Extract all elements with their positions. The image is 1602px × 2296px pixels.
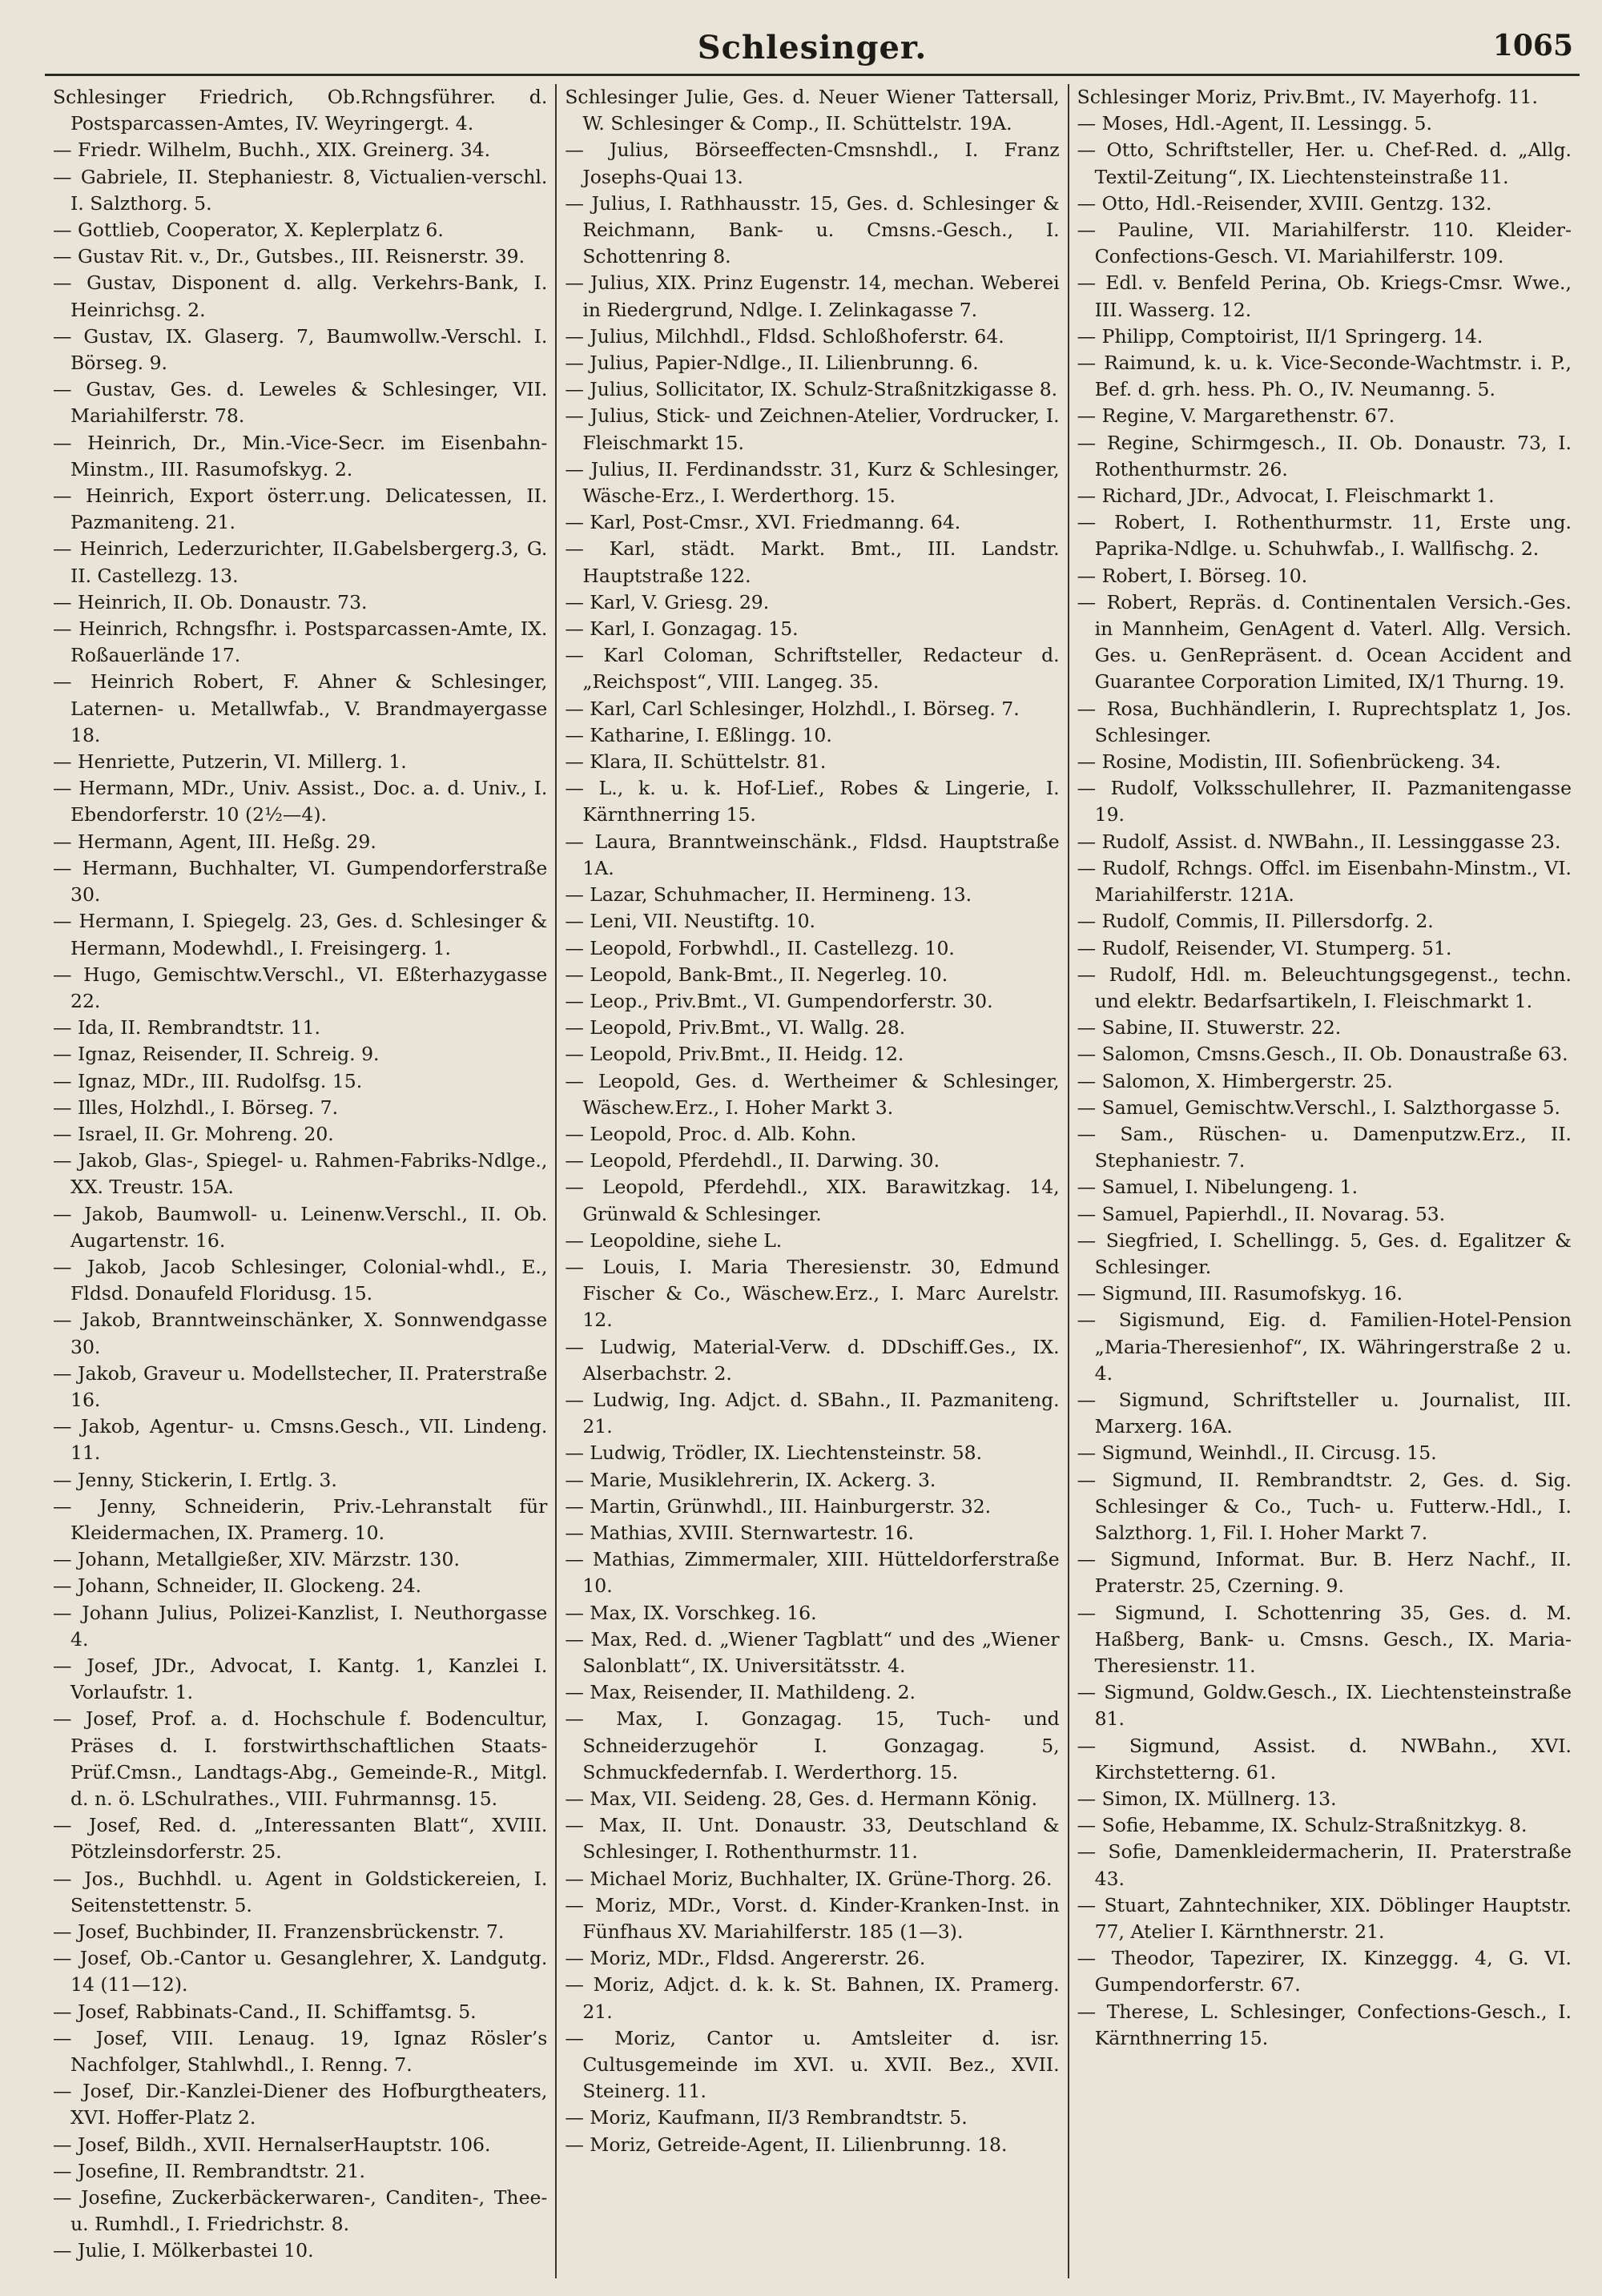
directory-entry: — Max, II. Unt. Donaustr. 33, Deutschland & Schlesinger, I. Rothenthurmstr. 11. [565, 1814, 1060, 1864]
directory-entry: — Heinrich, Rchngsfhr. i. Postsparcassen-Amte, IX. Roßauerlände 17. [53, 617, 548, 667]
directory-entry: — Ludwig, Material-Verw. d. DDschiff.Ges., IX. Alserbachstr. 2. [565, 1335, 1060, 1385]
directory-entry: — Julius, Sollicitator, IX. Schulz-Straßnitzkigasse 8. [565, 378, 1058, 401]
directory-entry: — Robert, I. Börseg. 10. [1077, 564, 1308, 587]
directory-entry: — Leopold, Pferdehdl., II. Darwing. 30. [565, 1149, 940, 1172]
directory-entry: — Jenny, Stickerin, I. Ertlg. 3. [53, 1468, 337, 1491]
directory-entry: — Karl, Post-Cmsr., XVI. Friedmanng. 64. [565, 511, 961, 534]
directory-entry: — Marie, Musiklehrerin, IX. Ackerg. 3. [565, 1468, 936, 1491]
directory-entry: — Jakob, Graveur u. Modellstecher, II. Praterstraße 16. [53, 1361, 548, 1411]
directory-entry: — Leni, VII. Neustiftg. 10. [565, 910, 815, 933]
directory-entry: — Leopold, Pferdehdl., XIX. Barawitzkag. 14, Grünwald & Schlesinger. [565, 1176, 1060, 1225]
directory-entry: — Laura, Branntweinschänk., Fldsd. Hauptstraße 1A. [565, 830, 1060, 879]
directory-entry: — Sigmund, Informat. Bur. B. Herz Nachf., II. Praterstr. 25, Czerning. 9. [1077, 1548, 1572, 1598]
directory-entry: — Julius, XIX. Prinz Eugenstr. 14, mechan. Weberei in Riedergrund, Ndlge. I. Zelinkagasse 7. [565, 271, 1060, 321]
directory-entry: — Josefine, II. Rembrandtstr. 21. [53, 2159, 365, 2182]
directory-entry: — Jakob, Agentur- u. Cmsns.Gesch., VII. Lindeng. 11. [53, 1415, 548, 1465]
directory-entry: — Hermann, Agent, III. Heßg. 29. [53, 830, 376, 853]
directory-entry: — Gabriele, II. Stephaniestr. 8, Victualien-verschl. I. Salzthorg. 5. [53, 165, 548, 215]
directory-entry: — Josef, Bildh., XVII. HernalserHauptstr. 106. [53, 2133, 491, 2156]
directory-entry: — Lazar, Schuhmacher, II. Hermineng. 13. [565, 883, 972, 907]
directory-entry: — Max, VII. Seideng. 28, Ges. d. Hermann König. [565, 1787, 1038, 1810]
directory-entry: — Jenny, Schneiderin, Priv.-Lehranstalt für Kleidermachen, IX. Pramerg. 10. [53, 1494, 548, 1544]
page-number: 1065 [1492, 29, 1573, 62]
directory-entry: — Regine, V. Margarethenstr. 67. [1077, 404, 1395, 428]
directory-entry: — Pauline, VII. Mariahilferstr. 110. Kleider-Confections-Gesch. VI. Mariahilferstr. 109. [1077, 219, 1572, 268]
entry-columns [45, 84, 1580, 2278]
directory-entry: — Regine, Schirmgesch., II. Ob. Donaustr. 73, I. Rothenthurmstr. 26. [1077, 431, 1572, 481]
directory-entry: — Josef, JDr., Advocat, I. Kantg. 1, Kanzlei I. Vorlaufstr. 1. [53, 1654, 548, 1704]
directory-entry: — Ida, II. Rembrandtstr. 11. [53, 1016, 321, 1039]
directory-entry: — Friedr. Wilhelm, Buchh., XIX. Greinerg. 34. [53, 139, 491, 162]
directory-entry: — Gustav, Disponent d. allg. Verkehrs-Bank, I. Heinrichsg. 2. [53, 271, 548, 321]
directory-entry: — Katharine, I. Eßlingg. 10. [565, 723, 832, 746]
directory-entry: — Ludwig, Ing. Adjct. d. SBahn., II. Pazmaniteng. 21. [565, 1388, 1060, 1438]
directory-entry: — Leopold, Proc. d. Alb. Kohn. [565, 1122, 857, 1145]
directory-entry: — Rudolf, Hdl. m. Beleuchtungsgegenst., techn. und elektr. Bedarfsartikeln, I. Fleischmarkt 1. [1077, 963, 1572, 1012]
directory-entry: — Mathias, Zimmermaler, XIII. Hütteldorferstraße 10. [565, 1548, 1060, 1598]
column-right [1069, 84, 1580, 2278]
directory-entry: — Julie, I. Mölkerbastei 10. [53, 2239, 314, 2262]
directory-entry: — Johann, Schneider, II. Glockeng. 24. [53, 1574, 422, 1598]
directory-entry: — Moriz, Adjct. d. k. k. St. Bahnen, IX. Pramerg. 21. [565, 1973, 1060, 2023]
directory-entry: — Rudolf, Assist. d. NWBahn., II. Lessinggasse 23. [1077, 830, 1561, 853]
directory-entry: — Hermann, MDr., Univ. Assist., Doc. a. d. Univ., I. Ebendorferstr. 10 (2½—4). [53, 777, 548, 826]
directory-entry: — Jakob, Jacob Schlesinger, Colonial-whdl., E., Fldsd. Donaufeld Floridusg. 15. [53, 1255, 548, 1305]
directory-entry: — Sigmund, II. Rembrandtstr. 2, Ges. d. Sig. Schlesinger & Co., Tuch- u. Futterw.-Hdl., I. Salzthorg. 1, Fil. I. Hoher Markt 7. [1077, 1468, 1572, 1544]
directory-entry: — Moriz, MDr., Vorst. d. Kinder-Kranken-Inst. in Fünfhaus XV. Mariahilferstr. 185 (1—3). [565, 1893, 1060, 1944]
directory-entry: — Ignaz, MDr., III. Rudolfsg. 15. [53, 1069, 363, 1092]
directory-entry: — Rudolf, Volksschullehrer, II. Pazmanitengasse 19. [1077, 777, 1572, 826]
directory-entry: — Jakob, Baumwoll- u. Leinenw.Verschl., II. Ob. Augartenstr. 16. [53, 1202, 548, 1252]
directory-entry: — Moriz, Getreide-Agent, II. Lilienbrunng. 18. [565, 2133, 1008, 2156]
directory-entry: — Samuel, Papierhdl., II. Novarag. 53. [1077, 1202, 1446, 1225]
directory-entry: — Michael Moriz, Buchhalter, IX. Grüne-Thorg. 26. [565, 1867, 1053, 1890]
running-title: Schlesinger. [697, 29, 928, 66]
directory-entry: — Karl Coloman, Schriftsteller, Redacteur d. „Reichspost“, VIII. Langeg. 35. [565, 644, 1060, 694]
directory-entry: — Raimund, k. u. k. Vice-Seconde-Wachtmstr. i. P., Bef. d. grh. hess. Ph. O., IV. Neumanng. 5. [1077, 352, 1572, 401]
directory-entry: — Heinrich, II. Ob. Donaustr. 73. [53, 590, 368, 613]
directory-entry: — Robert, I. Rothenthurmstr. 11, Erste ung. Paprika-Ndlge. u. Schuhwfab., I. Wallfischg. 2. [1077, 511, 1572, 561]
directory-entry: — Jos., Buchhdl. u. Agent in Goldstickereien, I. Seitenstettenstr. 5. [53, 1867, 548, 1916]
directory-entry: — Josef, Dir.-Kanzlei-Diener des Hofburgtheaters, XVI. Hoffer-Platz 2. [53, 2080, 548, 2129]
directory-entry: — Louis, I. Maria Theresienstr. 30, Edmund Fischer & Co., Wäschew.Erz., I. Marc Aurelstr. 12. [565, 1255, 1060, 1332]
directory-entry: — Max, IX. Vorschkeg. 16. [565, 1601, 817, 1624]
directory-entry: — Richard, JDr., Advocat, I. Fleischmarkt 1. [1077, 485, 1495, 508]
directory-entry: — Sigmund, Weinhdl., II. Circusg. 15. [1077, 1442, 1437, 1465]
directory-entry: — Rosine, Modistin, III. Sofienbrückeng. 34. [1077, 750, 1501, 774]
directory-entry: — Sigmund, I. Schottenring 35, Ges. d. M. Haßberg, Bank- u. Cmsns. Gesch., IX. Maria-Theresienstr. 11. [1077, 1601, 1572, 1677]
directory-entry: — Heinrich, Dr., Min.-Vice-Secr. im Eisenbahn-Minstm., III. Rasumofskyg. 2. [53, 431, 548, 481]
directory-entry: — Sigmund, Goldw.Gesch., IX. Liechtensteinstraße 81. [1077, 1681, 1572, 1731]
directory-entry: — Max, I. Gonzagag. 15, Tuch- und Schneiderzugehör I. Gonzagag. 5, Schmuckfedernfab. I. Werderthorg. 15. [565, 1707, 1060, 1783]
directory-entry: — Edl. v. Benfeld Perina, Ob. Kriegs-Cmsr. Wwe., III. Wasserg. 12. [1077, 271, 1572, 321]
directory-entry: — Jakob, Glas-, Spiegel- u. Rahmen-Fabriks-Ndlge., XX. Treustr. 15A. [53, 1149, 548, 1199]
directory-entry: — Karl, Carl Schlesinger, Holzhdl., I. Börseg. 7. [565, 697, 1020, 720]
directory-entry: — Johann Julius, Polizei-Kanzlist, I. Neuthorgasse 4. [53, 1601, 548, 1651]
directory-entry: — Josef, Prof. a. d. Hochschule f. Bodencultur, Präses d. I. forstwirthschaftlichen Staats-Prüf.Cmsn., Landtags-Abg., Gemeinde-R., Mitgl. d. n. ö. LSchulrathes., VIII. Fuhrmannsg. 15. [53, 1707, 548, 1810]
directory-entry: — Hugo, Gemischtw.Verschl., VI. Eßterhazygasse 22. [53, 963, 548, 1012]
directory-entry: — Julius, Milchhdl., Fldsd. Schloßhoferstr. 64. [565, 324, 1004, 348]
directory-entry: — Karl, städt. Markt. Bmt., III. Landstr. Hauptstraße 122. [565, 537, 1060, 587]
directory-entry: — Leopold, Ges. d. Wertheimer & Schlesinger, Wäschew.Erz., I. Hoher Markt 3. [565, 1069, 1060, 1119]
directory-entry: — Heinrich, Lederzurichter, II.Gabelsbergerg.3, G. II. Castellezg. 13. [53, 537, 548, 587]
directory-entry: — Josefine, Zuckerbäckerwaren-, Canditen-, Thee- u. Rumhdl., I. Friedrichstr. 8. [53, 2186, 548, 2236]
directory-entry: — Mathias, XVIII. Sternwartestr. 16. [565, 1521, 914, 1544]
directory-entry: — Stuart, Zahntechniker, XIX. Döblinger Hauptstr. 77, Atelier I. Kärnthnerstr. 21. [1077, 1893, 1572, 1944]
directory-entry: — Simon, IX. Müllnerg. 13. [1077, 1787, 1337, 1810]
directory-entry: — Sam., Rüschen- u. Damenputzw.Erz., II. Stephaniestr. 7. [1077, 1122, 1572, 1172]
directory-entry: — Josef, Rabbinats-Cand., II. Schiffamtsg. 5. [53, 2000, 477, 2023]
directory-entry: — Otto, Schriftsteller, Her. u. Chef-Red. d. „Allg. Textil-Zeitung“, IX. Liechtensteinstraße 11. [1077, 139, 1572, 188]
directory-entry: — Moriz, MDr., Fldsd. Angererstr. 26. [565, 1947, 926, 1970]
directory-entry: — Josef, Buchbinder, II. Franzensbrückenstr. 7. [53, 1920, 505, 1944]
directory-entry: — Sofie, Hebamme, IX. Schulz-Straßnitzkyg. 8. [1077, 1814, 1528, 1837]
directory-entry: — Gottlieb, Cooperator, X. Keplerplatz 6. [53, 219, 444, 242]
directory-entry: — Hermann, Buchhalter, VI. Gumpendorferstraße 30. [53, 856, 548, 907]
directory-entry: — Sigmund, Assist. d. NWBahn., XVI. Kirchstetterng. 61. [1077, 1734, 1572, 1783]
directory-entry: — Moriz, Cantor u. Amtsleiter d. isr. Cultusgemeinde im XVI. u. XVII. Bez., XVII. Steinerg. 11. [565, 2026, 1060, 2103]
directory-entry: — Otto, Hdl.-Reisender, XVIII. Gentzg. 132. [1077, 191, 1492, 215]
directory-entry: — Max, Red. d. „Wiener Tagblatt“ und des „Wiener Salonblatt“, IX. Universitätsstr. 4. [565, 1627, 1060, 1677]
directory-entry: — Sigmund, III. Rasumofskyg. 16. [1077, 1282, 1403, 1305]
directory-entry: — Samuel, I. Nibelungeng. 1. [1077, 1176, 1358, 1199]
directory-entry: — Moriz, Kaufmann, II/3 Rembrandtstr. 5. [565, 2106, 968, 2129]
directory-entry: — Jakob, Branntweinschänker, X. Sonnwendgasse 30. [53, 1309, 548, 1358]
directory-entry: — Heinrich Robert, F. Ahner & Schlesinger, Laternen- u. Metallwfab., V. Brandmayergasse 18. [53, 670, 548, 746]
directory-entry: — Martin, Grünwhdl., III. Hainburgerstr. 32. [565, 1494, 992, 1518]
directory-entry: — Rudolf, Reisender, VI. Stumperg. 51. [1077, 936, 1452, 959]
directory-entry: — Rosa, Buchhändlerin, I. Ruprechtsplatz 1, Jos. Schlesinger. [1077, 697, 1572, 746]
directory-entry: — Henriette, Putzerin, VI. Millerg. 1. [53, 750, 407, 774]
directory-entry: — Salomon, X. Himbergerstr. 25. [1077, 1069, 1393, 1092]
directory-entry: — Leop., Priv.Bmt., VI. Gumpendorferstr. 30. [565, 989, 993, 1012]
directory-entry: — Gustav, Ges. d. Leweles & Schlesinger, VII. Mariahilferstr. 78. [53, 378, 548, 428]
directory-entry: — Julius, II. Ferdinandsstr. 31, Kurz & Schlesinger, Wäsche-Erz., I. Werderthorg. 15. [565, 457, 1060, 508]
directory-entry: — Julius, Papier-Ndlge., II. Lilienbrunng. 6. [565, 352, 979, 375]
directory-entry: — Leopold, Forbwhdl., II. Castellezg. 10. [565, 936, 955, 959]
directory-entry: — Siegfried, I. Schellingg. 5, Ges. d. Egalitzer & Schlesinger. [1077, 1228, 1572, 1278]
directory-entry: — Max, Reisender, II. Mathildeng. 2. [565, 1681, 916, 1704]
directory-entry: — Moses, Hdl.-Agent, II. Lessingg. 5. [1077, 112, 1432, 135]
directory-entry: — Therese, L. Schlesinger, Confections-Gesch., I. Kärnthnerring 15. [1077, 2000, 1572, 2049]
directory-entry: — Klara, II. Schüttelstr. 81. [565, 750, 827, 774]
directory-entry: — Philipp, Comptoirist, II/1 Springerg. 14. [1077, 324, 1483, 348]
directory-entry: — Julius, Börseeffecten-Cmsnshdl., I. Franz Josephs-Quai 13. [565, 139, 1060, 188]
directory-entry: Schlesinger Moriz, Priv.Bmt., IV. Mayerhofg. 11. [1077, 86, 1538, 108]
directory-entry: — Illes, Holzhdl., I. Börseg. 7. [53, 1096, 339, 1119]
directory-entry: — Josef, Ob.-Cantor u. Gesanglehrer, X. Landgutg. 14 (11—12). [53, 1947, 548, 1996]
directory-entry: — Leopold, Priv.Bmt., VI. Wallg. 28. [565, 1016, 906, 1039]
directory-entry: — Leopold, Priv.Bmt., II. Heidg. 12. [565, 1043, 904, 1066]
directory-entry: Schlesinger Friedrich, Ob.Rchngsführer. d. Postsparcassen-Amtes, IV. Weyringergt. 4. [53, 86, 548, 135]
column-left [45, 84, 557, 2278]
directory-entry: — Rudolf, Commis, II. Pillersdorfg. 2. [1077, 910, 1434, 933]
directory-entry: — Karl, I. Gonzagag. 15. [565, 617, 799, 641]
directory-entry: — Sabine, II. Stuwerstr. 22. [1077, 1016, 1342, 1039]
directory-entry: — Leopoldine, siehe L. [565, 1228, 783, 1252]
directory-entry: — Sigmund, Schriftsteller u. Journalist, III. Marxerg. 16A. [1077, 1388, 1572, 1438]
directory-entry: — Leopold, Bank-Bmt., II. Negerleg. 10. [565, 963, 948, 986]
directory-entry: — Julius, I. Rathhausstr. 15, Ges. d. Schlesinger & Reichmann, Bank- u. Cmsns.-Gesch., I. Schottenring 8. [565, 191, 1060, 268]
directory-entry: — L., k. u. k. Hof-Lief., Robes & Lingerie, I. Kärnthnerring 15. [565, 777, 1060, 826]
directory-entry: — Josef, Red. d. „Interessanten Blatt“, XVIII. Pötzleinsdorferstr. 25. [53, 1814, 548, 1864]
page-header [45, 29, 1580, 76]
directory-entry: — Rudolf, Rchngs. Offcl. im Eisenbahn-Minstm., VI. Mariahilferstr. 121A. [1077, 856, 1572, 907]
directory-entry: — Josef, VIII. Lenaug. 19, Ignaz Rösler’s Nachfolger, Stahlwhdl., I. Renng. 7. [53, 2026, 548, 2077]
directory-entry: — Theodor, Tapezirer, IX. Kinzeggg. 4, G. VI. Gumpendorferstr. 67. [1077, 1947, 1572, 1996]
directory-entry: — Hermann, I. Spiegelg. 23, Ges. d. Schlesinger & Hermann, Modewhdl., I. Freisingerg. 1. [53, 910, 548, 959]
directory-entry: — Julius, Stick- und Zeichnen-Atelier, Vordrucker, I. Fleischmarkt 15. [565, 404, 1060, 454]
directory-entry: — Ignaz, Reisender, II. Schreig. 9. [53, 1043, 380, 1066]
directory-entry: — Samuel, Gemischtw.Verschl., I. Salzthorgasse 5. [1077, 1096, 1560, 1119]
directory-entry: — Robert, Repräs. d. Continentalen Versich.-Ges. in Mannheim, GenAgent d. Vaterl. Allg. Versich. Ges. u. GenRepräsent. d. Ocean Accident and Guarantee Corporation Limited, IX/1 Thurng. 19. [1077, 590, 1572, 694]
directory-entry: Schlesinger Julie, Ges. d. Neuer Wiener Tattersall, W. Schlesinger & Comp., II. Schüttelstr. 19A. [565, 86, 1060, 135]
column-middle [557, 84, 1069, 2278]
directory-entry: — Karl, V. Griesg. 29. [565, 590, 770, 613]
directory-entry: — Heinrich, Export österr.ung. Delicatessen, II. Pazmaniteng. 21. [53, 485, 548, 534]
directory-entry: — Sofie, Damenkleidermacherin, II. Praterstraße 43. [1077, 1840, 1572, 1890]
directory-entry: — Johann, Metallgießer, XIV. Märzstr. 130. [53, 1548, 460, 1571]
directory-entry: — Israel, II. Gr. Mohreng. 20. [53, 1122, 334, 1145]
directory-entry: — Gustav, IX. Glaserg. 7, Baumwollw.-Verschl. I. Börseg. 9. [53, 324, 548, 375]
directory-entry: — Gustav Rit. v., Dr., Gutsbes., III. Reisnerstr. 39. [53, 245, 525, 268]
directory-entry: — Sigismund, Eig. d. Familien-Hotel-Pension „Maria-Theresienhof“, IX. Währingerstraße 2 u. 4. [1077, 1309, 1572, 1385]
directory-entry: — Salomon, Cmsns.Gesch., II. Ob. Donaustraße 63. [1077, 1043, 1568, 1066]
directory-entry: — Ludwig, Trödler, IX. Liechtensteinstr. 58. [565, 1442, 983, 1465]
